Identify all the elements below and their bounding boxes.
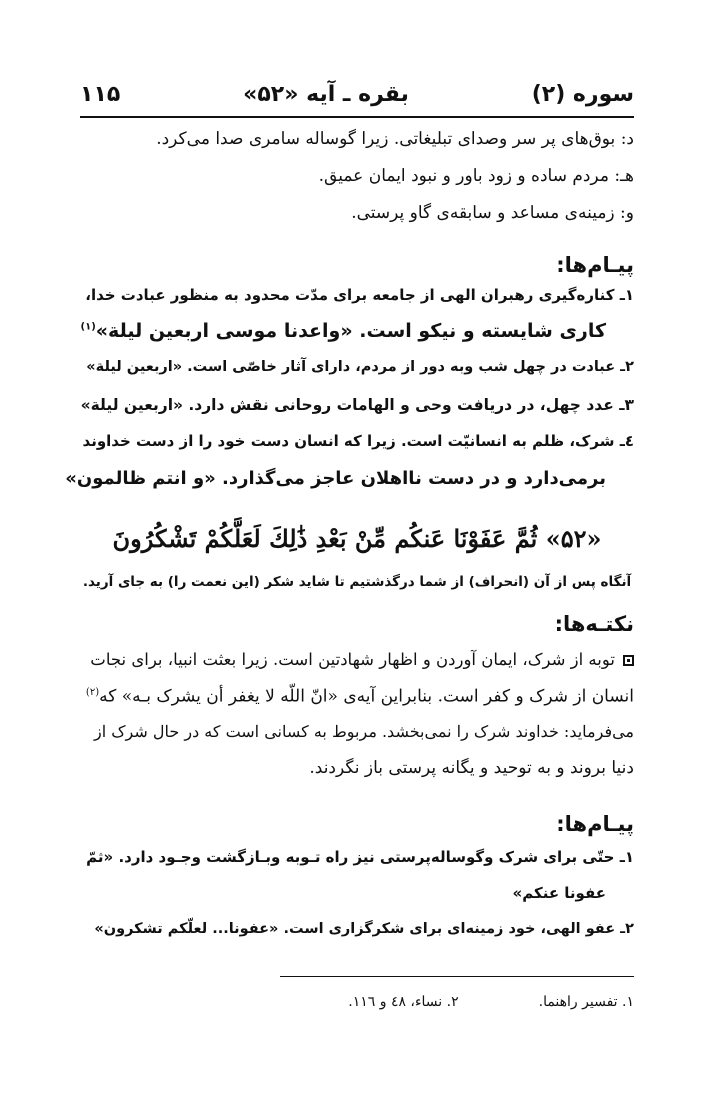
intro-line: هـ: مردم ساده و زود باور و نبود ایمان عمیق.	[318, 166, 634, 186]
note-line-text: انسان از شرک و کفر است. بنابراین آیه‌ی «انّ اللّه لا یغفر أن یشرک بـه» که	[99, 686, 634, 707]
square-bullet-icon	[623, 655, 634, 666]
quran-verse: «۵۲» ثُمَّ عَفَوْنَا عَنكُم مِّنْ بَعْدِ ذَٰلِكَ لَعَلَّكُمْ تَشْكُرُونَ	[112, 524, 602, 553]
note-line: می‌فرماید: خداوند شرک را نمی‌بخشد. مربوط به کسانی است که در حال شرک از	[93, 722, 634, 741]
footnotes	[348, 994, 634, 1010]
footnote: ۲. نساء، ٤۸ و ۱۱٦.	[348, 994, 459, 1010]
verse-reference: بقره ـ آیه «۵۲»	[243, 81, 409, 107]
message-line: عفونا عنکم»	[512, 884, 606, 902]
footnote: ۱. تفسیر راهنما.	[538, 994, 634, 1010]
footnote-divider	[280, 976, 634, 977]
message-line: ۲ـ عبادت در چهل شب وبه دور از مردم، دارای آثار خاصّی است. «اربعین لیلة»	[86, 359, 634, 375]
note-line: دنیا بروند و به توحید و یگانه پرستی باز نگردند.	[309, 758, 634, 778]
message-line: برمی‌دارد و در دست نااهلان عاجز می‌گذارد. «و انتم ظالمون»	[65, 468, 606, 489]
page-header	[80, 72, 634, 118]
verse-translation: آنگاه پس از آن (انحراف) از شما درگذشتیم تا شاید شکر (این نعمت را) به جای آرید.	[82, 574, 632, 590]
surah-label: سوره (۲)	[531, 81, 634, 107]
section-heading-notes: نکتـه‌ها:	[554, 612, 634, 636]
note-line	[86, 688, 634, 706]
message-line	[81, 322, 606, 341]
message-line-text: کاری شایسته و نیکو است. «واعدنا موسی اربعین لیلة»	[95, 320, 606, 342]
page-number: ۱۱۵	[80, 81, 121, 107]
message-line: ۲ـ عفو الهی، خود زمینه‌ای برای شکرگزاری است. «عفونا... لعلّکم تشکرون»	[94, 921, 634, 937]
intro-line: د: بوق‌های پر سر وصدای تبلیغاتی. زیرا گوساله سامری صدا می‌کرد.	[156, 129, 634, 149]
section-heading-messages: پیـام‌ها:	[556, 253, 634, 277]
message-line: ۳ـ عدد چهل، در دریافت وحی و الهامات روحانی نقش دارد. «اربعین لیلة»	[80, 396, 634, 414]
note-line	[90, 652, 634, 669]
message-line: ٤ـ شرک، ظلم به انسانیّت است. زیرا که انسان دست خود را از دست خداوند	[82, 432, 634, 450]
intro-line: و: زمینه‌ی مساعد و سابقه‌ی گاو پرستی.	[351, 203, 634, 223]
message-line: ۱ـ کناره‌گیری رهبران الهی از جامعه برای مدّت محدود به منظور عبادت خدا،	[85, 286, 634, 304]
message-line: ۱ـ حتّی برای شرک وگوساله‌پرستی نیز راه تـوبه وبـازگشت وجـود دارد. «ثمّ	[86, 848, 634, 866]
note-line-text: توبه از شرک، ایمان آوردن و اظهار شهادتین است. زیرا بعثت انبیا، برای نجات	[90, 650, 615, 669]
footnote-mark: (۲)	[85, 687, 100, 698]
section-heading-messages: پیـام‌ها:	[556, 812, 634, 836]
footnote-mark: (۱)	[80, 321, 96, 333]
